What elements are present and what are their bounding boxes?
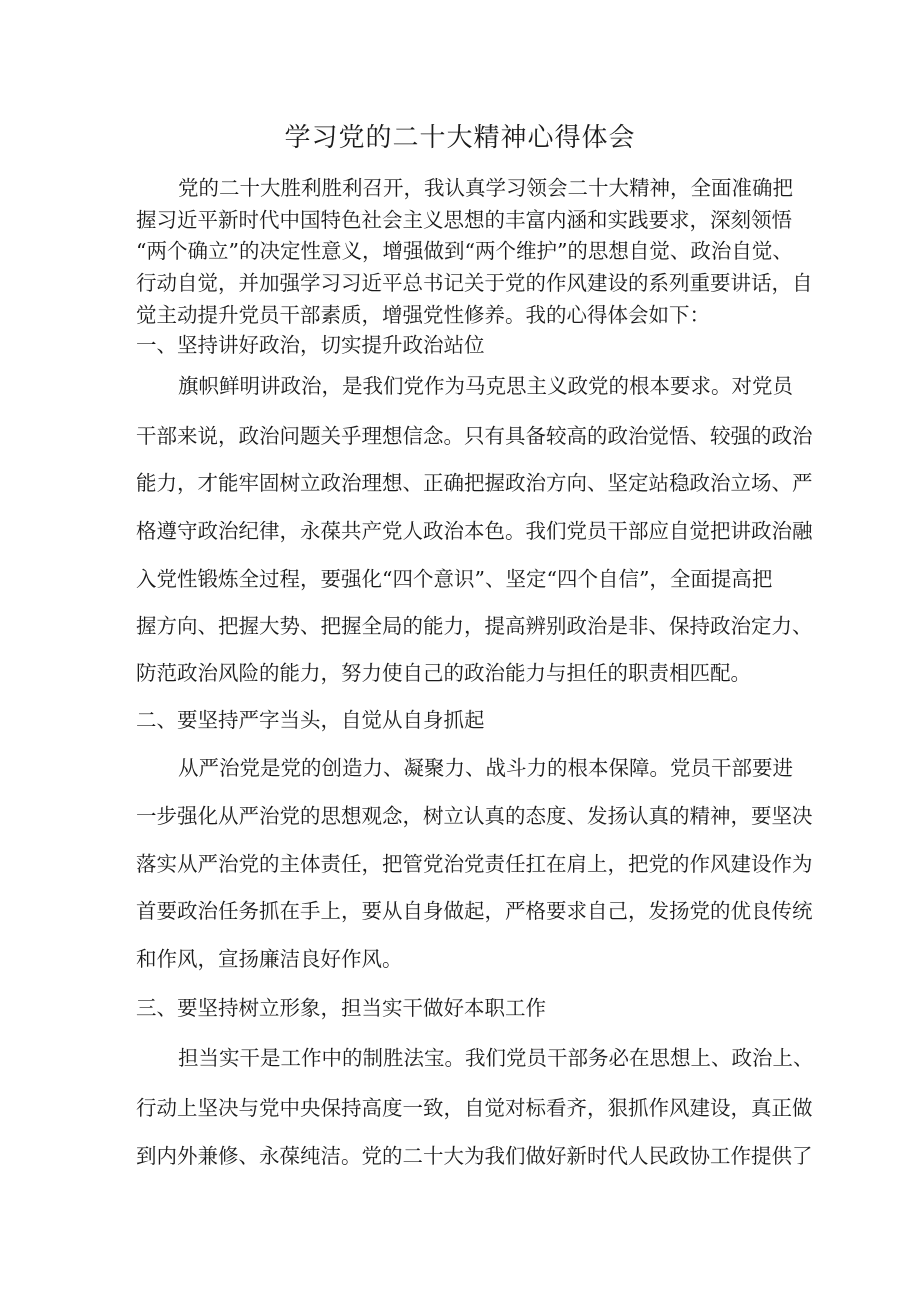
section-heading: 二、要坚持严字当头，自觉从自身抓起 bbox=[136, 708, 485, 732]
paragraph-line: 首要政治任务抓在手上，要从自身做起，严格要求自己，发扬党的优良传统 bbox=[136, 899, 813, 923]
intro-line: “两个确立”的决定性意义，增强做到“两个维护”的思想自觉、政治自觉、 bbox=[136, 239, 793, 263]
paragraph-line: 从严治党是党的创造力、凝聚力、战斗力的根本保障。党员干部要进 bbox=[178, 756, 793, 780]
paragraph-line: 落实从严治党的主体责任，把管党治党责任扛在肩上，把党的作风建设作为 bbox=[136, 852, 813, 876]
intro-line: 觉主动提升党员干部素质，增强党性修养。我的心得体会如下： bbox=[136, 303, 710, 327]
section-heading: 一、坚持讲好政治，切实提升政治站位 bbox=[136, 333, 485, 357]
paragraph-line: 行动上坚决与党中央保持高度一致，自觉对标看齐，狠抓作风建设，真正做 bbox=[136, 1096, 813, 1120]
paragraph-line: 到内外兼修、永葆纯洁。党的二十大为我们做好新时代人民政协工作提供了 bbox=[136, 1144, 813, 1168]
paragraph-line: 担当实干是工作中的制胜法宝。我们党员干部务必在思想上、政治上、 bbox=[178, 1046, 814, 1070]
paragraph-line: 能力，才能牢固树立政治理想、正确把握政治方向、坚定站稳政治立场、严 bbox=[136, 471, 813, 495]
paragraph-line: 一步强化从严治党的思想观念，树立认真的态度、发扬认真的精神，要坚决 bbox=[136, 804, 813, 828]
intro-line: 党的二十大胜利胜利召开，我认真学习领会二十大精神，全面准确把 bbox=[178, 176, 793, 200]
paragraph-line: 旗帜鲜明讲政治，是我们党作为马克思主义政党的根本要求。对党员 bbox=[178, 374, 793, 398]
intro-line: 行动自觉，并加强学习习近平总书记关于党的作风建设的系列重要讲话，自 bbox=[136, 271, 813, 295]
paragraph-line: 和作风，宣扬廉洁良好作风。 bbox=[136, 947, 403, 971]
intro-line: 握习近平新时代中国特色社会主义思想的丰富内涵和实践要求，深刻领悟 bbox=[136, 208, 792, 232]
paragraph-line: 干部来说，政治问题关乎理想信念。只有具备较高的政治觉悟、较强的政治 bbox=[136, 424, 813, 448]
section-heading: 三、要坚持树立形象，担当实干做好本职工作 bbox=[136, 996, 546, 1020]
paragraph-line: 格遵守政治纪律，永葆共产党人政治本色。我们党员干部应自觉把讲政治融 bbox=[136, 519, 813, 543]
paragraph-line: 握方向、把握大势、把握全局的能力，提高辨别政治是非、保持政治定力、 bbox=[136, 614, 813, 638]
document-title: 学习党的二十大精神心得体会 bbox=[284, 123, 636, 153]
paragraph-line: 入党性锻炼全过程，要强化“四个意识”、坚定“四个自信”，全面提高把 bbox=[136, 567, 773, 591]
paragraph-line: 防范政治风险的能力，努力使自己的政治能力与担任的职责相匹配。 bbox=[136, 661, 751, 685]
